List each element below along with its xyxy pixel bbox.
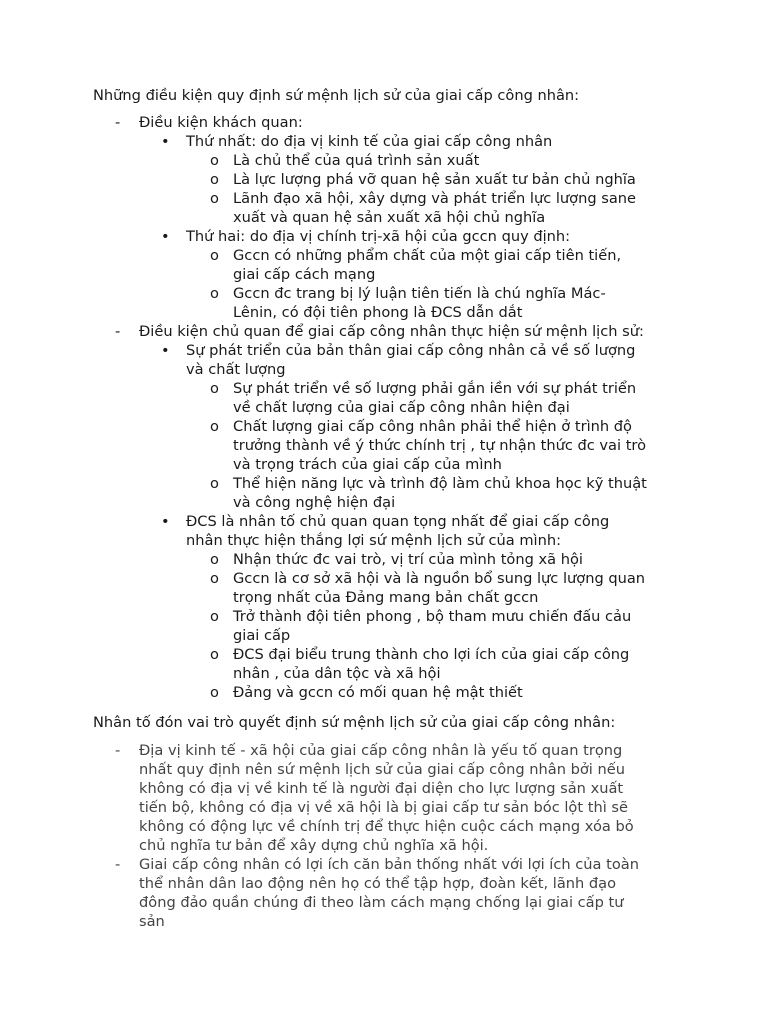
bullet-cont: và chất lượng [186, 361, 286, 378]
sub-item-cont: giai cấp [233, 627, 291, 644]
sub-item: Sự phát triển về số lượng phải gắn iền với sự phát triển [233, 380, 637, 397]
paragraph-line: Địa vị kinh tế - xã hội của giai cấp công nhân là yếu tố quan trọng [139, 742, 623, 759]
sub-item-cont: trưởng thành về ý thức chính trị , tự nhận thức đc vai trò [233, 437, 647, 454]
paragraph-line: không có địa vị về kinh tế là người đại diện cho lực lượng sản xuất [139, 780, 624, 797]
bullet-marker: • [161, 342, 170, 359]
circle-marker: o [210, 551, 219, 568]
paragraph-line: thể nhân dân lao động nên họ có thể tập hợp, đoàn kết, lãnh đạo [139, 875, 617, 892]
dash-marker: - [115, 742, 121, 759]
sub-item: Lãnh đạo xã hội, xây dựng và phát triển lực lượng sane [233, 190, 637, 207]
sub-item-cont: trọng nhất của Đảng mang bản chất gccn [233, 589, 539, 606]
circle-marker: o [210, 152, 219, 169]
circle-marker: o [210, 608, 219, 625]
dash-marker: - [115, 856, 121, 873]
paragraph-line: tiến bộ, không có địa vị về xã hội là bị giai cấp tư sản bóc lột thì sẽ [139, 799, 628, 816]
sub-item: Thể hiện năng lực và trình độ làm chủ khoa học kỹ thuật [233, 475, 647, 492]
circle-marker: o [210, 646, 219, 663]
bullet-class-development: Sự phát triển của bản thân giai cấp công nhân cả về số lượng [186, 342, 636, 359]
dash-marker: - [115, 323, 121, 340]
sub-item-cont: nhân , của dân tộc và xã hội [233, 665, 441, 682]
sub-item: Nhận thức đc vai trò, vị trí của mình tỏng xã hội [233, 551, 583, 568]
circle-marker: o [210, 570, 219, 587]
circle-marker: o [210, 475, 219, 492]
circle-marker: o [210, 171, 219, 188]
sub-item: Chất lượng giai cấp công nhân phải thể hiện ở trình độ [233, 418, 632, 435]
circle-marker: o [210, 418, 219, 435]
circle-marker: o [210, 380, 219, 397]
sub-item-cont: xuất và quan hệ sản xuất xã hội chủ nghĩa [233, 209, 546, 226]
sub-item-cont: Lênin, có đội tiên phong là ĐCS dẫn dắt [233, 304, 523, 321]
circle-marker: o [210, 190, 219, 207]
bullet-communist-party: ĐCS là nhân tố chủ quan quan tọng nhất để giai cấp công [186, 513, 610, 530]
section1-heading: Những điều kiện quy định sứ mệnh lịch sử của giai cấp công nhân: [93, 87, 580, 104]
paragraph-line: Giai cấp công nhân có lợi ích căn bản thống nhất với lợi ích của toàn [139, 856, 639, 873]
sub-item: ĐCS đại biểu trung thành cho lợi ích của giai cấp công [233, 646, 630, 663]
bullet-economic-position: Thứ nhất: do địa vị kinh tế của giai cấp công nhân [186, 133, 553, 150]
sub-item-cont: giai cấp cách mạng [233, 266, 376, 283]
bullet-cont: nhân thực hiện thắng lợi sứ mệnh lịch sử của mình: [186, 532, 562, 549]
paragraph-line: đông đảo quần chúng đi theo làm cách mạng chống lại giai cấp tư [139, 894, 624, 911]
sub-item: Trở thành đội tiên phong , bộ tham mưu chiến đấu cảu [233, 608, 632, 625]
sub-item-cont: và công nghệ hiện đại [233, 494, 396, 511]
item-objective-conditions: Điều kiện khách quan: [139, 114, 303, 131]
sub-item: Gccn đc trang bị lý luận tiên tiến là chú nghĩa Mác- [233, 285, 606, 302]
sub-item-cont: về chất lượng của giai cấp công nhân hiện đại [233, 399, 570, 416]
bullet-marker: • [161, 513, 170, 530]
sub-item: Là lực lượng phá vỡ quan hệ sản xuất tư bản chủ nghĩa [233, 171, 636, 188]
bullet-political-position: Thứ hai: do địa vị chính trị-xã hội của gccn quy định: [186, 228, 571, 245]
sub-item: Là chủ thể của quá trình sản xuất [233, 152, 480, 169]
section2-heading: Nhân tố đón vai trò quyết định sứ mệnh lịch sử của giai cấp công nhân: [93, 714, 616, 731]
circle-marker: o [210, 285, 219, 302]
sub-item: Gccn có những phẩm chất của một giai cấp tiên tiến, [233, 247, 622, 264]
sub-item-cont: và trọng trách của giai cấp của mình [233, 456, 502, 473]
circle-marker: o [210, 684, 219, 701]
sub-item: Gccn là cơ sở xã hội và là nguồn bổ sung lực lượng quan [233, 570, 646, 587]
bullet-marker: • [161, 228, 170, 245]
dash-marker: - [115, 114, 121, 131]
item-subjective-conditions: Điều kiện chủ quan để giai cấp công nhân thực hiện sứ mệnh lịch sử: [139, 323, 644, 340]
paragraph-line: chủ nghĩa tư bản để xây dựng chủ nghĩa xã hội. [139, 837, 489, 854]
paragraph-line: không có động lực về chính trị để thực hiện cuộc cách mạng xóa bỏ [139, 818, 634, 835]
sub-item: Đảng và gccn có mối quan hệ mật thiết [233, 684, 523, 701]
bullet-marker: • [161, 133, 170, 150]
paragraph-line: nhất quy định nên sứ mệnh lịch sử của giai cấp công nhân bởi nếu [139, 761, 625, 778]
circle-marker: o [210, 247, 219, 264]
paragraph-line: sản [139, 913, 165, 930]
